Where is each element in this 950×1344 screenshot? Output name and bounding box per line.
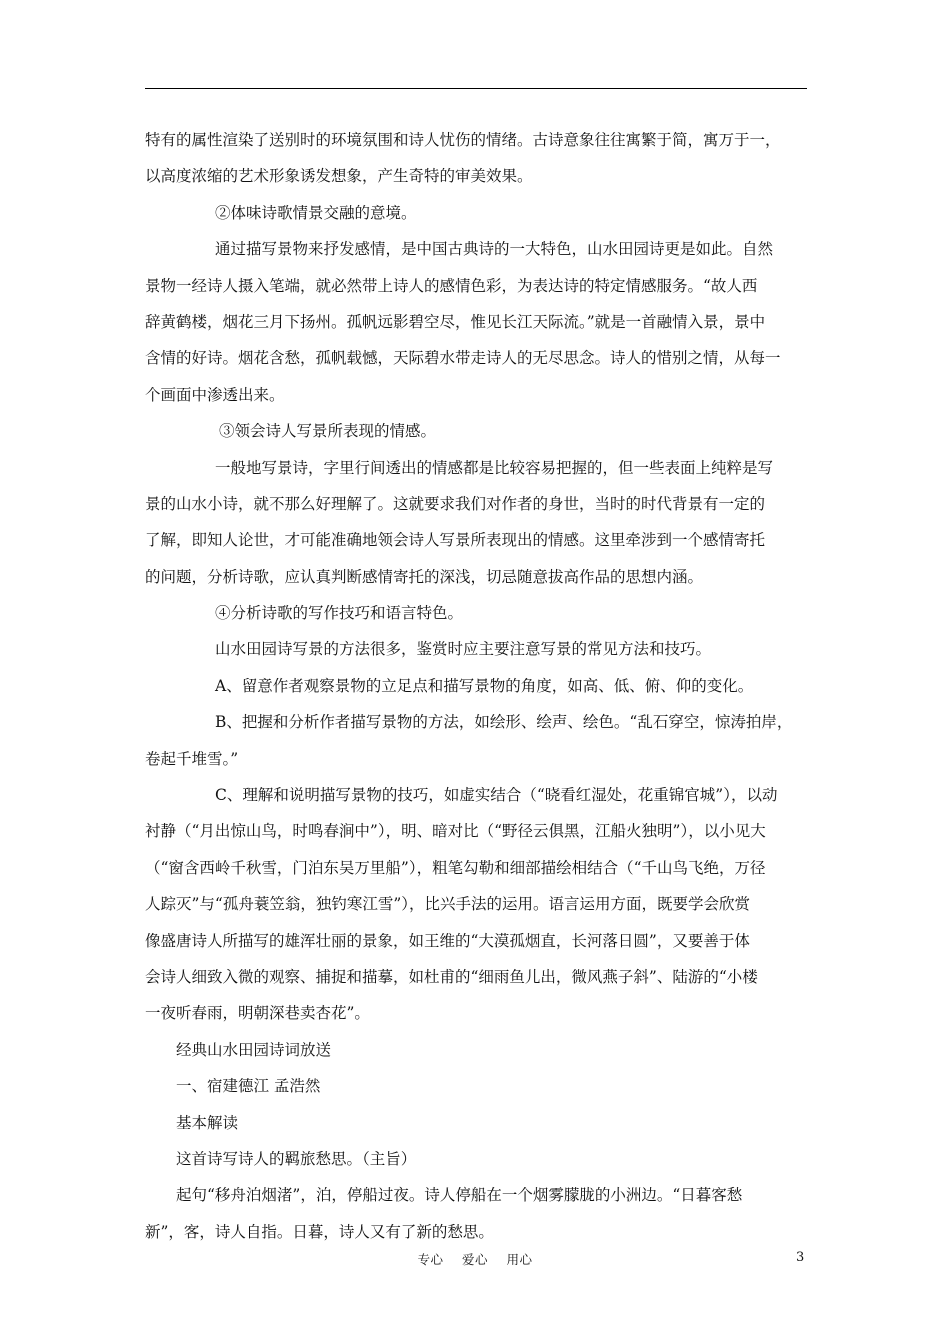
text-line: 这首诗写诗人的羁旅愁思。（主旨） xyxy=(176,1149,417,1168)
section-heading: ③领会诗人写景所表现的情感。 xyxy=(219,422,437,441)
text-line: 个画面中渗透出来。 xyxy=(145,385,285,404)
text-line: 景的山水小诗，就不那么好理解了。这就要求我们对作者的身世，当时的时代背景有一定的 xyxy=(145,494,766,513)
footer-motto-item: 用心 xyxy=(506,1252,533,1267)
document-body xyxy=(145,122,810,1250)
section-heading: 基本解读 xyxy=(176,1113,239,1132)
text-line: 以高度浓缩的艺术形象诱发想象，产生奇特的审美效果。 xyxy=(145,167,533,186)
footer-motto-item: 专心 xyxy=(417,1252,444,1267)
page-number: 3 xyxy=(796,1250,805,1265)
text-line: 会诗人细致入微的观察、捕捉和描摹，如杜甫的“细雨鱼儿出，微风燕子斜”、陆游的“小楼 xyxy=(145,967,758,986)
text-line: 一般地写景诗，字里行间透出的情感都是比较容易把握的，但一些表面上纯粹是写 xyxy=(215,458,774,477)
text-line: 一夜听春雨，明朝深巷卖杏花”。 xyxy=(145,1004,370,1023)
text-line: 含情的好诗。烟花含愁，孤帆载憾，天际碧水带走诗人的无尽思念。诗人的惜别之情，从每一 xyxy=(145,349,781,368)
header-rule xyxy=(145,88,807,89)
text-line: （“窗含西岭千秋雪，门泊东吴万里船”），粗笔勾勒和细部描绘相结合（“千山鸟飞绝，万径 xyxy=(145,858,766,877)
section-heading: 经典山水田园诗词放送 xyxy=(176,1040,332,1059)
text-line: 卷起千堆雪。” xyxy=(145,749,239,768)
text-line: 的问题，分析诗歌，应认真判断感情寄托的深浅，切忌随意拔高作品的思想内涵。 xyxy=(145,567,704,586)
text-line: 人踪灭”与“孤舟蓑笠翁，独钓寒江雪”），比兴手法的运用。语言运用方面，既要学会欣赏 xyxy=(145,895,751,914)
text-line: 像盛唐诗人所描写的雄浑壮丽的景象，如王维的“大漠孤烟直，长河落日圆”，又要善于体 xyxy=(145,931,750,950)
text-line: 景物一经诗人摄入笔端，就必然带上诗人的感情色彩，为表达诗的特定情感服务。“故人西 xyxy=(145,276,758,295)
text-line: 山水田园诗写景的方法很多，鉴赏时应主要注意写景的常见方法和技巧。 xyxy=(215,640,712,659)
text-line: 新”，客，诗人自指。日暮，诗人又有了新的愁思。 xyxy=(145,1222,494,1241)
text-line: 通过描写景物来抒发感情，是中国古典诗的一大特色，山水田园诗更是如此。自然 xyxy=(215,240,774,259)
poem-title: 一、宿建德江 孟浩然 xyxy=(176,1077,321,1096)
text-line: 辞黄鹤楼，烟花三月下扬州。孤帆远影碧空尽，惟见长江天际流。”就是一首融情入景，景中 xyxy=(145,312,766,331)
footer-motto-item: 爱心 xyxy=(461,1252,488,1267)
text-line: 了解，即知人论世，才可能准确地领会诗人写景所表现出的情感。这里牵涉到一个感情寄托 xyxy=(145,531,766,550)
text-line: 特有的属性渲染了送别时的环境氛围和诗人忧伤的情绪。古诗意象往往寓繁于简，寓万于一， xyxy=(145,131,781,149)
text-line: 起句“移舟泊烟渚”，泊，停船过夜。诗人停船在一个烟雾朦胧的小洲边。“日暮客愁 xyxy=(176,1186,743,1205)
section-heading: ②体味诗歌情景交融的意境。 xyxy=(215,203,417,222)
list-item: A、留意作者观察景物的立足点和描写景物的角度，如高、低、俯、仰的变化。 xyxy=(215,676,754,695)
text-line: 衬静（“月出惊山鸟，时鸣春涧中”），明、暗对比（“野径云俱黑，江船火独明”），以小见大 xyxy=(145,822,766,841)
footer-motto xyxy=(0,1250,950,1268)
list-item: B、把握和分析作者描写景物的方法，如绘形、绘声、绘色。“乱石穿空，惊涛拍岸， xyxy=(215,713,793,732)
list-item: C、理解和说明描写景物的技巧，如虚实结合（“晓看红湿处，花重锦官城”），以动 xyxy=(215,786,778,805)
section-heading: ④分析诗歌的写作技巧和语言特色。 xyxy=(215,604,464,623)
